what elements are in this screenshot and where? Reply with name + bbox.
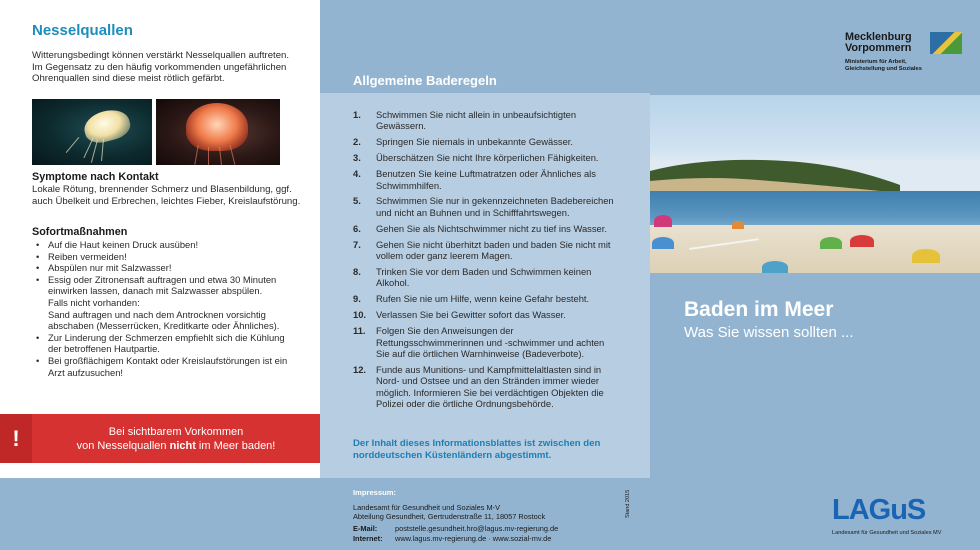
jellyfish-bell xyxy=(186,103,248,151)
jellyfish-intro: Witterungsbedingt können verstärkt Nesselquallen auftreten. Im Gegensatz zu den häufig vorkommenden ungefährlichen Ohrenquallen sind diese meist rötlich gefärbt. xyxy=(32,50,290,84)
mv-ministry-line-2: Gleichstellung und Soziales xyxy=(845,65,922,72)
list-item: • Reiben vermeiden! xyxy=(36,251,296,263)
rules-list xyxy=(353,109,618,414)
rules-box xyxy=(320,93,650,478)
list-item: Sand auftragen und nach dem Antrocknen vorsichtig abschaben (Messerrücken, Kreditkarte oder Ähnliches). xyxy=(48,308,280,332)
bathing-rules-panel xyxy=(320,0,650,478)
rule-number: 12. xyxy=(353,363,367,375)
symptoms-heading: Symptome nach Kontakt xyxy=(32,171,159,183)
rule-item xyxy=(353,152,618,163)
mv-line-2: Vorpommern xyxy=(845,42,912,54)
rule-text: Schwimmen Sie nur in gekennzeichneten Badebereichen und nicht an Buhnen und in Schifffahrtswegen. xyxy=(376,195,614,218)
impressum-email-row xyxy=(353,524,613,533)
rule-text: Trinken Sie vor dem Baden und Schwimmen keinen Alkohol. xyxy=(376,265,592,289)
measures-list xyxy=(36,239,296,378)
rule-item xyxy=(353,364,618,410)
jellyfish-bell xyxy=(81,106,133,147)
internet-link[interactable]: www.lagus.mv-regierung.de · www.sozial-mv.de xyxy=(395,533,552,543)
impressum-internet-row xyxy=(353,534,613,543)
jellyfish-panel xyxy=(0,0,320,478)
measures-heading: Sofortmaßnahmen xyxy=(32,226,128,238)
rule-text: Rufen Sie nie um Hilfe, wenn keine Gefahr besteht. xyxy=(376,293,590,305)
impressum-title: Impressum: xyxy=(353,488,397,497)
rule-text: Verlassen Sie bei Gewitter sofort das Wasser. xyxy=(376,309,566,321)
cover-panel xyxy=(650,0,980,478)
beach-tent xyxy=(652,237,674,249)
mv-ministry-line-1: Ministerium für Arbeit, xyxy=(845,59,907,65)
mv-ministry-logo xyxy=(845,32,975,77)
impressum-address: Abteilung Gesundheit, Gertrudenstraße 11, 18057 Rostock xyxy=(353,512,546,522)
warning-line-2-pre: von Nesselquallen xyxy=(76,440,170,452)
rule-text: Benutzen Sie keine Luftmatratzen oder Ähnliches als Schwimmhilfen. xyxy=(376,168,596,191)
beach-tent xyxy=(912,249,940,263)
beach-photo xyxy=(650,95,980,273)
symptoms-text: Lokale Rötung, brennender Schmerz und Blasenbildung, ggf. auch Übelkeit und Erbrechen, leichtes Fieber, Kreislaufstörung. xyxy=(32,184,301,207)
tentacle xyxy=(66,137,80,153)
rule-item xyxy=(353,109,618,132)
lagus-logo xyxy=(832,494,967,544)
list-item: • Bei großflächigem Kontakt oder Kreislaufstörungen ist ein Arzt aufzusuchen! xyxy=(36,355,296,378)
beach-tent xyxy=(654,215,672,227)
rule-number: 5. xyxy=(353,195,361,207)
warning-banner xyxy=(0,414,320,463)
lagus-wordmark: LAGuS xyxy=(832,494,926,526)
coordination-note: Der Inhalt dieses Informationsblattes ist zwischen den norddeutschen Küstenländern abgestimmt. xyxy=(353,438,601,461)
moon-jellyfish-photo xyxy=(32,99,152,165)
rule-item xyxy=(353,195,618,218)
mv-state-name xyxy=(845,32,912,54)
warning-line-2-post: im Meer baden! xyxy=(195,440,276,452)
mv-line-1: Mecklenburg xyxy=(845,31,912,43)
rule-text: Funde aus Munitions- und Kampfmittelaltlasten sind in Nord- und Ostsee und an den Stränden immer wieder möglich. Informieren Sie bei verdächtigen Objekten die Polizei oder die örtliche Ordnungsbehörde. xyxy=(376,363,604,410)
rule-item xyxy=(353,266,618,289)
mv-flag-icon xyxy=(930,32,962,54)
list-item: • Abspülen nur mit Salzwasser! xyxy=(36,262,296,274)
rule-text: Gehen Sie nicht überhitzt baden und baden Sie nicht mit vollem oder ganz leerem Magen. xyxy=(376,238,611,262)
panel-title-jellyfish: Nesselquallen xyxy=(32,22,133,39)
rule-item xyxy=(353,223,618,234)
panel-title-rules: Allgemeine Baderegeln xyxy=(353,73,497,88)
list-item: • Zur Linderung der Schmerzen empfiehlt sich die Kühlung der betroffenen Hautpartie. xyxy=(36,332,296,355)
rule-item xyxy=(353,309,618,320)
edition-date: Stand 2015 xyxy=(625,489,631,518)
rule-number: 10. xyxy=(353,309,367,321)
cover-title: Baden im Meer xyxy=(684,298,834,321)
rule-item xyxy=(353,136,618,147)
rule-text: Schwimmen Sie nicht allein in unbeaufsichtigten Gewässern. xyxy=(376,109,577,132)
rule-number: 9. xyxy=(353,293,361,305)
tentacle xyxy=(91,139,98,162)
rule-number: 6. xyxy=(353,222,361,234)
rule-item xyxy=(353,239,618,262)
rule-number: 8. xyxy=(353,265,361,277)
mv-ministry-name xyxy=(845,59,965,72)
rule-text: Folgen Sie den Anweisungen der Rettungsschwimmerinnen und -schwimmer und achten Sie auf die örtlichen Warnhinweise (Badeverbote). xyxy=(376,325,605,359)
rule-text: Springen Sie niemals in unbekannte Gewässer. xyxy=(376,136,573,148)
footer xyxy=(0,478,980,550)
beach-tent xyxy=(850,235,874,247)
tentacle xyxy=(208,147,209,165)
impressum-org: Landesamt für Gesundheit und Soziales M-V xyxy=(353,503,501,512)
beach-tent xyxy=(732,221,744,229)
email-label: E-Mail: xyxy=(353,524,378,534)
beach-tent xyxy=(762,261,788,273)
rule-number: 1. xyxy=(353,109,361,120)
list-item: Falls nicht vorhanden: xyxy=(48,296,140,308)
impressum xyxy=(353,488,613,543)
rule-item xyxy=(353,325,618,359)
email-link[interactable]: poststelle.gesundheit.hro@lagus.mv-regierung.de xyxy=(395,524,559,534)
rule-number: 2. xyxy=(353,136,361,148)
rule-text: Überschätzen Sie nicht Ihre körperlichen Fähigkeiten. xyxy=(376,152,599,164)
warning-text xyxy=(32,425,320,453)
rule-item xyxy=(353,293,618,304)
rule-number: 4. xyxy=(353,168,361,180)
rule-number: 11. xyxy=(353,325,366,337)
tentacle xyxy=(194,145,198,165)
warning-line-1: Bei sichtbarem Vorkommen xyxy=(108,426,244,438)
rule-text: Gehen Sie als Nichtschwimmer nicht zu tief ins Wasser. xyxy=(376,222,607,234)
rule-number: 3. xyxy=(353,152,361,164)
lions-mane-jellyfish-photo xyxy=(156,99,280,165)
rule-number: 7. xyxy=(353,238,361,250)
rule-item xyxy=(353,168,618,191)
exclamation-icon: ! xyxy=(0,414,32,463)
cover-subtitle: Was Sie wissen sollten ... xyxy=(684,324,854,341)
internet-label: Internet: xyxy=(353,533,383,543)
list-item: • Auf die Haut keinen Druck ausüben! xyxy=(36,239,296,251)
lagus-fullname: Landesamt für Gesundheit und Soziales MV xyxy=(832,530,942,536)
beach-tent xyxy=(820,237,842,249)
warning-emphasis: nicht xyxy=(169,440,196,452)
list-item: • Essig oder Zitronensaft auftragen und etwa 30 Minuten einwirken lassen, danach mit Salzwasser abspülen. xyxy=(36,274,296,297)
left-panel-bottom xyxy=(0,463,320,478)
